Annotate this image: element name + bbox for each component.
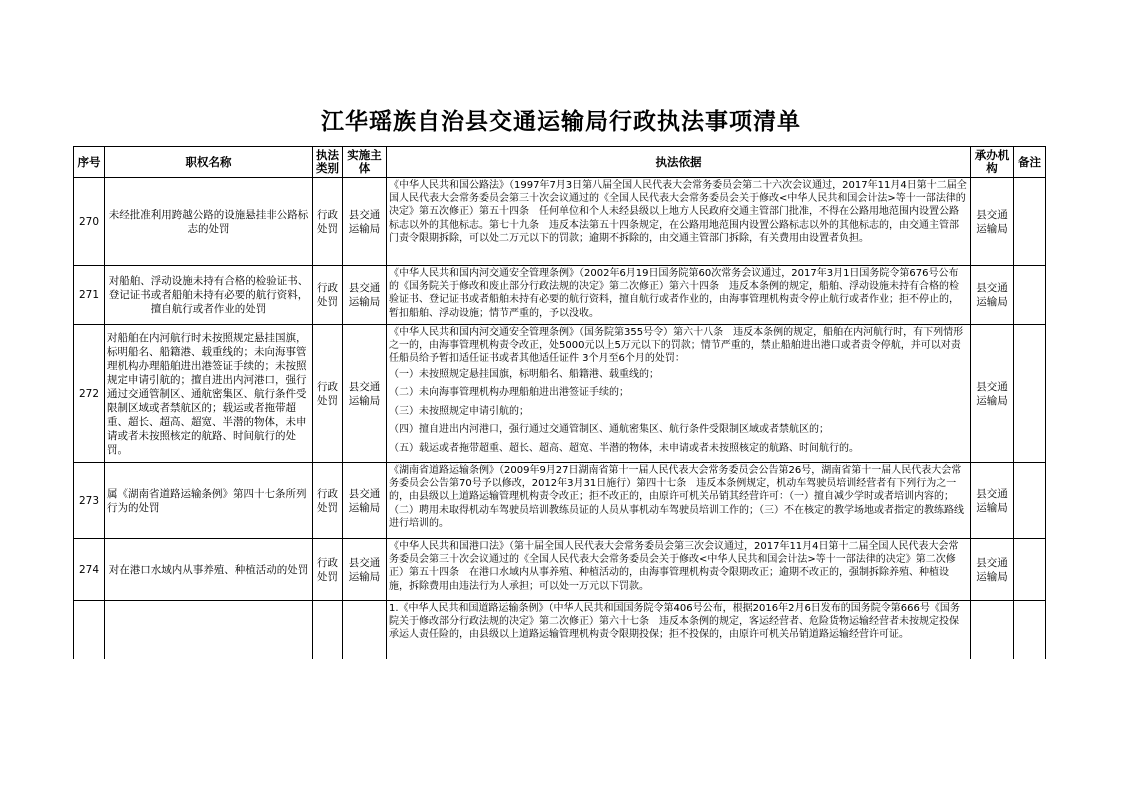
basis-item: （四）擅自进出内河港口，强行通过交通管制区、通航密集区、航行条件受限制区域或者禁航区的；: [389, 424, 829, 436]
row-note: [1014, 539, 1046, 601]
basis-text: 《中华人民共和国内河交通安全管理条例》（国务院第355号令）第六十八条 违反本条例的规定，船舶在内河航行时，有下列情形之一的，由海事管理机构责令改正，处5000元以上5万元以下的罚款；情节严重的，禁止船舶进出港口或者责令停航，并可以对责任船员给予暂扣适任证书或者其他适任证件 3个月至6个月的处罚：: [389, 327, 964, 365]
row-basis: [387, 325, 971, 463]
row-index: 271: [74, 266, 105, 325]
header-row: [74, 147, 1046, 178]
header-note: 备注: [1014, 147, 1046, 178]
header-type: 执法类别: [313, 147, 343, 178]
table-row: [74, 178, 1046, 266]
header-name: 职权名称: [105, 147, 313, 178]
table-row: [74, 601, 1046, 659]
row-note: [1014, 463, 1046, 539]
page-title: 江华瑶族自治县交通运输局行政执法事项清单: [321, 108, 801, 135]
row-org: 县交通运输局: [971, 178, 1014, 266]
row-name: 未经批准利用跨越公路的设施悬挂非公路标志的处罚: [105, 178, 313, 266]
row-note: [1014, 325, 1046, 463]
basis-text: 《湖南省道路运输条例》（2009年9月27日湖南省第十一届人民代表大会常务委员会公告第26号，湖南省第十一届人民代表大会常务委员会公告第70号予以修改，2012年3月31日施行）第四十七条 违反本条例规定，机动车驾驶员培训经营者有下列行为之一的，由县级以上道路运输管理机构责令改正；拒不改正的，由原许可机关吊销其经营许可：（一）擅自减少学时或者培训内容的；（二）聘用未取得机动车驾驶员培训教练员证的人员从事机动车驾驶员培训工作的；（三）不在核定的教学场地或者指定的教练路线进行培训的。: [389, 465, 964, 529]
row-note: [1014, 178, 1046, 266]
row-index: 270: [74, 178, 105, 266]
enforcement-table: [73, 146, 1046, 659]
row-subject: [343, 601, 387, 659]
row-index: 273: [74, 463, 105, 539]
row-type: 行政处罚: [313, 266, 343, 325]
row-basis: [387, 539, 971, 601]
basis-text: 《中华人民共和国港口法》（第十届全国人民代表大会常务委员会第三次会议通过，2017年11月4日第十二届全国人民代表大会常务委员会第三十次会议通过的《全国人民代表大会常务委员会关于修改<中华人民共和国会计法>等十一部法律的决定》第二次修正）第五十四条 在港口水域内从事养殖、种植活动的，由海事管理机构责令限期改正；逾期不改正的，强制拆除养殖、种植设施，拆除费用由违法行为人承担；可以处一万元以下罚款。: [389, 541, 959, 592]
row-basis: [387, 178, 971, 266]
basis-text: 1.《中华人民共和国道路运输条例》（中华人民共和国国务院令第406号公布，根据2016年2月6日发布的国务院令第666号《国务院关于修改部分行政法规的决定》第二次修正）第六十七条 违反本条例的规定，客运经营者、危险货物运输经营者未按规定投保承运人责任险的，由县级以上道路运输管理机构责令限期投保；拒不投保的，由原许可机关吊销道路运输经营许可证。: [389, 603, 960, 641]
basis-item: （三）未按照规定申请引航的；: [389, 405, 529, 417]
row-type: 行政处罚: [313, 463, 343, 539]
row-index: [74, 601, 105, 659]
row-basis: [387, 266, 971, 325]
basis-item: （一）未按照规定悬挂国旗，标明船名、船籍港、载重线的；: [389, 368, 659, 380]
row-type: [313, 601, 343, 659]
row-note: [1014, 266, 1046, 325]
row-subject: 县交通运输局: [343, 539, 387, 601]
row-index: 272: [74, 325, 105, 463]
table-row: [74, 266, 1046, 325]
basis-text: 《中华人民共和国公路法》（1997年7月3日第八届全国人民代表大会常务委员会第二十六次会议通过，2017年11月4日第十二届全国人民代表大会常务委员会第三十次会议通过的《全国人民代表大会常务委员会关于修改<中华人民共和国会计法>等十一部法律的决定》第五次修正）第五十四条 任何单位和个人未经县级以上地方人民政府交通主管部门批准，不得在公路用地范围内设置公路标志以外的其他标志。第七十九条 违反本法第五十四条规定，在公路用地范围内设置公路标志以外的其他标志的，由交通主管部门责令限期拆除，可以处二万元以下的罚款；逾期不拆除的，由交通主管部门拆除，有关费用由设置者负担。: [389, 180, 967, 244]
row-basis: [387, 463, 971, 539]
table-row: [74, 325, 1046, 463]
row-name: 属《湖南省道路运输条例》第四十七条所列行为的处罚: [105, 463, 313, 539]
row-type: 行政处罚: [313, 178, 343, 266]
row-name: 对在港口水域内从事养殖、种植活动的处罚: [105, 539, 313, 601]
table-row: [74, 539, 1046, 601]
table-row: [74, 463, 1046, 539]
row-index: 274: [74, 539, 105, 601]
row-org: 县交通运输局: [971, 539, 1014, 601]
row-type: 行政处罚: [313, 325, 343, 463]
row-subject: 县交通运输局: [343, 325, 387, 463]
row-org: 县交通运输局: [971, 266, 1014, 325]
row-type: 行政处罚: [313, 539, 343, 601]
header-org: 承办机构: [971, 147, 1014, 178]
row-org: [971, 601, 1014, 659]
row-org: 县交通运输局: [971, 463, 1014, 539]
basis-item: （二）未向海事管理机构办理船舶进出港签证手续的；: [389, 387, 629, 399]
row-subject: 县交通运输局: [343, 178, 387, 266]
row-name: 对船舶在内河航行时未按照规定悬挂国旗，标明船名、船籍港、载重线的；未向海事管理机构办理船舶进出港签证手续的；未按照规定申请引航的；擅自进出内河港口，强行通过交通管制区、通航密集区、航行条件受限制区域或者禁航区的；载运或者拖带超重、超长、超高、超宽、半潜的物体，未申请或者未按照核定的航路、时间航行的处罚。: [105, 325, 313, 463]
header-basis: 执法依据: [387, 147, 971, 178]
basis-text: 《中华人民共和国内河交通安全管理条例》（2002年6月19日国务院第60次常务会议通过，2017年3月1日国务院令第676号公布的《国务院关于修改和废止部分行政法规的决定》第二次修正）第六十四条 违反本条例的规定，船舶、浮动设施未持有合格的检验证书、登记证书或者船舶未持有必要的航行资料，擅自航行或者作业的，由海事管理机构责令停止航行或者作业；拒不停止的，暂扣船舶、浮动设施；情节严重的，予以没收。: [389, 268, 959, 319]
row-subject: 县交通运输局: [343, 463, 387, 539]
row-name: 对船舶、浮动设施未持有合格的检验证书、登记证书或者船舶未持有必要的航行资料，擅自航行或者作业的处罚: [105, 266, 313, 325]
header-index: 序号: [74, 147, 105, 178]
row-subject: 县交通运输局: [343, 266, 387, 325]
row-note: [1014, 601, 1046, 659]
row-basis: [387, 601, 971, 659]
row-org: 县交通运输局: [971, 325, 1014, 463]
basis-item: （五）载运或者拖带超重、超长、超高、超宽、半潜的物体，未申请或者未按照核定的航路、时间航行的。: [389, 442, 859, 454]
header-subject: 实施主体: [343, 147, 387, 178]
row-name: [105, 601, 313, 659]
